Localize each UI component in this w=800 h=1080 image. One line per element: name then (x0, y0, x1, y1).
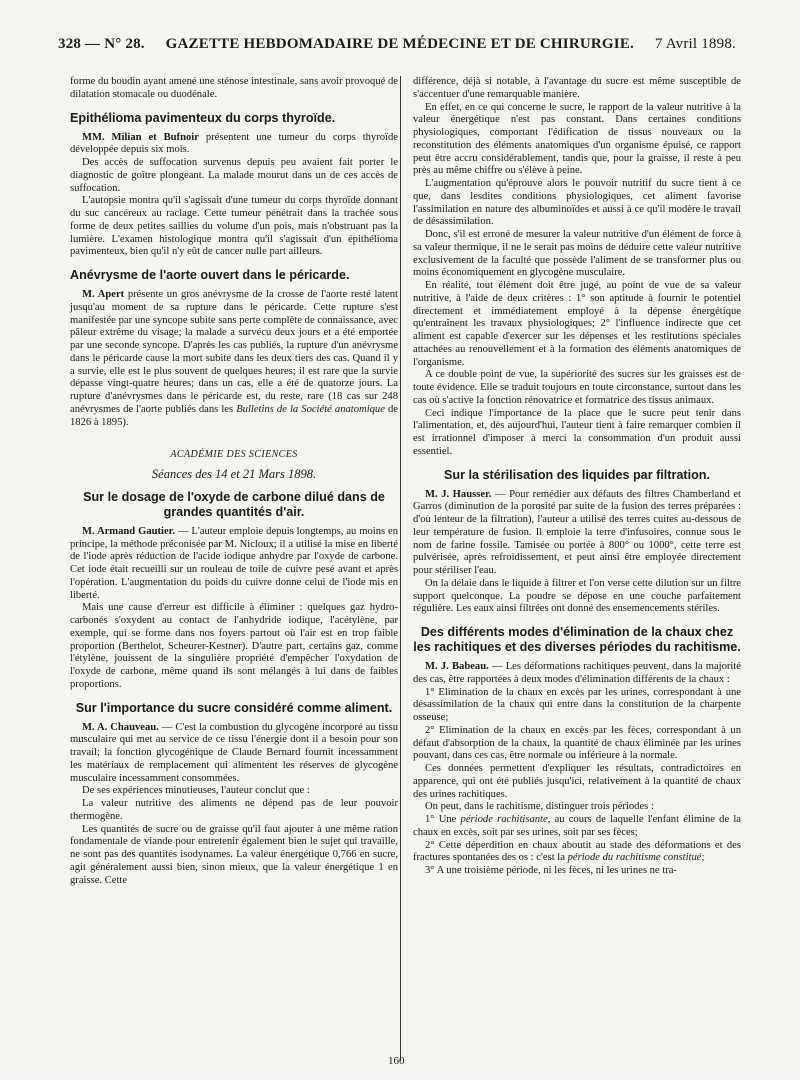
paragraph: M. Apert présente un gros anévrysme de la crosse de l'aorte resté latent jusqu'au moment de sa rupture dans le péricarde. Cette rupture s'est manifestée par une syncope subite sans perte complète de connaissance, avec pâleur extrême du visage; la malade a survécu deux jours et a été emportée par une seconde syncope. D'après les cas publiés, la rupture d'un anévrysme dans le péricarde cause la mort subite dans les deux tiers des cas. Quand il y a survie, elle est le plus souvent de quelques heures; il est rare que la survie dépasse vingt-quatre heures; dans un cas, elle a été de quatorze jours. La rupture d'anévrysmes dans le péricarde est, du reste, rare (18 cas sur 248 anévrysmes de l'aorte publiés dans les Bulletins de la Société anatomique de 1826 à 1895). (70, 289, 398, 428)
paragraph: Ces données permettent d'expliquer les résultats, contradictoires en apparence, qui ont été publiés jusqu'ici, relativement à la quantité de chaux des urines rachitiques. (413, 763, 741, 800)
paragraph: 2° Cette déperdition en chaux aboutit au stade des déformations et des fractures spontanées des os : c'est la période du rachitisme constitué; (413, 839, 741, 864)
paragraph: Les quantités de sucre ou de graisse qu'il faut ajouter à une même ration fondamentale de viande pour entretenir également bien le sujet qui travaille, ne sont pas des quantités isodynames. La valeur énergétique 0,766 en sucre, agit généralement aussi bien, sinon mieux, que la valeur énergétique 1 en graisse. Cette (70, 823, 398, 886)
author-name: M. A. Chauveau. (82, 721, 159, 733)
paragraph: En réalité, tout élément doit être jugé, au point de vue de sa valeur nutritive, à l'aide de deux critères : 1° son aptitude à fournir le potentiel directement et immédiatement employé à la dépense énergétique qu'entraînent les travaux physiologiques; 2° l'influence indirecte que cet aliment est capable d'exercer sur les dépenses et les restitutions spéciales attachées au renouvellement et à la formation des éléments anatomiques de l'organisme. (413, 280, 741, 368)
article-title: Sur la stérilisation des liquides par filtration. (444, 467, 710, 482)
left-column (70, 76, 398, 887)
paragraph: 1° Une période rachitisante, au cours de laquelle l'enfant élimine de la chaux en excès, soit par ses urines, soit par ses fèces; (413, 814, 741, 838)
article-title: Des différents modes d'élimination de la chaux chez les rachitiques et des diverses périodes du rachitisme. (413, 625, 741, 654)
paragraph: Mais une cause d'erreur est difficile à éliminer : quelques gaz hydro-carbonés s'oxydent au contact de l'anhydride iodique, l'acétylène, par exemple, qui se forme dans nos foyers partout où l'air est en trop faible proportion (Berthelot, Scheurer-Kestner). D'autre part, certains gaz, comme l'étylène, jouissent de la singulière propriété d'empêcher l'oxydation de l'oxyde de carbone, même quand ils sont mélangés à lui dans de faibles proportions. (70, 602, 398, 690)
issue-date: 7 Avril 1898. (654, 36, 736, 52)
paragraph: A ce double point de vue, la supériorité des sucres sur les graisses est de toute évidence. Elle se traduit toujours en toute circonstance, surtout dans les cas où s'active la fonction rénovatrice et formatrice des tissus animaux. (413, 369, 741, 406)
author-name: MM. Milian et Bufnoir (82, 131, 199, 143)
paragraph: Ceci indique l'importance de la place que le sucre peut tenir dans l'alimentation, et, dès aujourd'hui, l'auteur tient à faire remarquer combien il est irrationnel d'imposer à merci la consommation d'un produit aussi essentiel. (413, 407, 741, 457)
article-title: Epithélioma pavimenteux du corps thyroïde. (70, 110, 336, 125)
paragraph: En effet, en ce qui concerne le sucre, le rapport de la valeur nutritive à la valeur énergétique n'est pas constant. Dans certaines conditions physiologiques, comportant l'édification de tissus nouveaux ou la reconstitution des éléments anatomiques d'un organisme épuisé, ce rapport peut être accru considérablement, tandis que, pour la graisse, il reste à peu près au même chiffre ou s'élève à peine. (413, 101, 741, 177)
paragraph: Donc, s'il est erroné de mesurer la valeur nutritive d'un élément de force à sa valeur thermique, il ne le serait pas moins de déduire cette valeur nutritive exclusivement de la faculté que possède l'aliment de se transformer plus ou moins économiquement en glycogène musculaire. (413, 229, 741, 279)
running-header (58, 36, 736, 53)
article-title: Sur le dosage de l'oxyde de carbone dilué dans de grandes quantités d'air. (83, 489, 385, 519)
author-name: M. J. Hausser. (425, 488, 492, 500)
right-column (413, 76, 741, 878)
paragraph: L'autopsie montra qu'il s'agissait d'une tumeur du corps thyroïde donnant du suc cancéreux au raclage. Cette tumeur pénétrait dans la trachée sous forme de deux petites saillies du volume d'un pois, mais n'obstruant pas la lumière. L'examen histologique montra qu'il s'agissait d'un épithélioma pavimenteux, bien qu'il n'y eût de cancer nulle part ailleurs. (70, 195, 398, 258)
author-name: M. J. Babeau. (425, 661, 489, 672)
author-name: M. Apert (82, 289, 125, 300)
paragraph: De ses expériences minutieuses, l'auteur conclut que : (82, 785, 310, 797)
paragraph: Des accès de suffocation survenus depuis peu avaient fait porter le diagnostic de goître plongeant. La malade mourut dans un de ces accès de suffocation. (70, 157, 398, 194)
paragraph: On la délaie dans le liquide à filtrer et l'on verse cette dilution sur un filtre support quelconque. La poudre se dépose en une couche parfaitement régulière. Les eaux ainsi filtrées ont donné des ensemencements stériles. (413, 577, 741, 615)
paragraph: M. Armand Gautier. — L'auteur emploie depuis longtemps, au moins en principe, la méthode préconisée par M. Nicloux; il a utilisé la mise en liberté de l'iode après réduction de l'acide iodique anhydre par l'oxyde de carbone. Cet iode était recueilli sur un rouleau de toile de cuivre pesé avant et après l'opération. L'augmentation du poids du cuivre donne celui de l'iode mis en liberté. (70, 525, 398, 601)
author-name: M. Armand Gautier. (82, 525, 176, 537)
article-title: Sur l'importance du sucre considéré comme aliment. (75, 700, 393, 715)
paragraph: M. J. Hausser. — Pour remédier aux défauts des filtres Chamberland et Garros (diminution de la porosité par suite de la fusion des terres préparées : d'où lenteur de la filtration), l'auteur a utilisé des terres cuites au-dessous de leur température de fusion. Il emploie la terre d'infusoires, connue sous le nom de farine fossile. Tamisée ou portée à 800° ou 1000°, cette terre est pulvérisée, après refroidissement, et peut ainsi être employée directement pour stériliser l'eau. (413, 488, 741, 576)
session-dates: Séances des 14 et 21 Mars 1898. (151, 467, 317, 481)
page-number: 328 — N° 28. (58, 36, 145, 52)
paragraph: MM. Milian et Bufnoir présentent une tumeur du corps thyroïde développée depuis six mois. (70, 131, 398, 156)
paragraph: On peut, dans le rachitisme, distinguer trois périodes : (425, 801, 654, 813)
paragraph: 1° Elimination de la chaux en excès par les urines, correspondant à une désassimilation de la chaux qui entre dans la constitution de la charpente osseuse; (413, 686, 741, 723)
paragraph: M. J. Babeau. — Les déformations rachitiques peuvent, dans la majorité des cas, être rapportées à deux modes d'élimination différents de la chaux : (413, 661, 741, 685)
journal-title: GAZETTE HEBDOMADAIRE DE MÉDECINE ET DE CHIRURGIE. (165, 36, 634, 52)
paragraph: différence, déjà si notable, à l'avantage du sucre est même susceptible de s'accentuer d'une remarquable manière. (413, 76, 741, 100)
page-folio: 160 (388, 1055, 405, 1067)
paragraph: M. A. Chauveau. — C'est la combustion du glycogène incorporé au tissu musculaire qui met au service de ce tissu l'énergie dont il a besoin pour son travail; la fonction glycogénique de Claude Bernard fournit incessamment les matériaux de remplacement qui alimentent les réserves de glycogène musculaire incessamment consommées. (70, 721, 398, 784)
column-divider (400, 76, 401, 1061)
paragraph: 2° Elimination de la chaux en excès par les fèces, correspondant à un défaut d'absorption de la chaux, la quantité de chaux éliminée par les urines pouvant, dans ces cas, être normale ou inférieure à la normale. (413, 724, 741, 762)
paragraph: forme du boudin ayant amené une sténose intestinale, sans avoir provoqué de dilatation stomacale ou duodénale. (70, 76, 398, 100)
section-heading: ACADÉMIE DES SCIENCES (170, 449, 298, 461)
paragraph: 3° A une troisième période, ni les fèces, ni les urines ne tra- (425, 865, 677, 876)
paragraph: La valeur nutritive des aliments ne dépend pas de leur pouvoir thermogène. (70, 798, 398, 822)
article-title: Anévrysme de l'aorte ouvert dans le péricarde. (70, 268, 350, 282)
paragraph: L'augmentation qu'éprouve alors le pouvoir nutritif du sucre tient à ce que, dans lesdites conditions physiologiques, cet aliment favorise l'assimilation en nature des albuminoïdes et aussi à ce qu'il modère le travail de désassimilation. (413, 178, 741, 228)
